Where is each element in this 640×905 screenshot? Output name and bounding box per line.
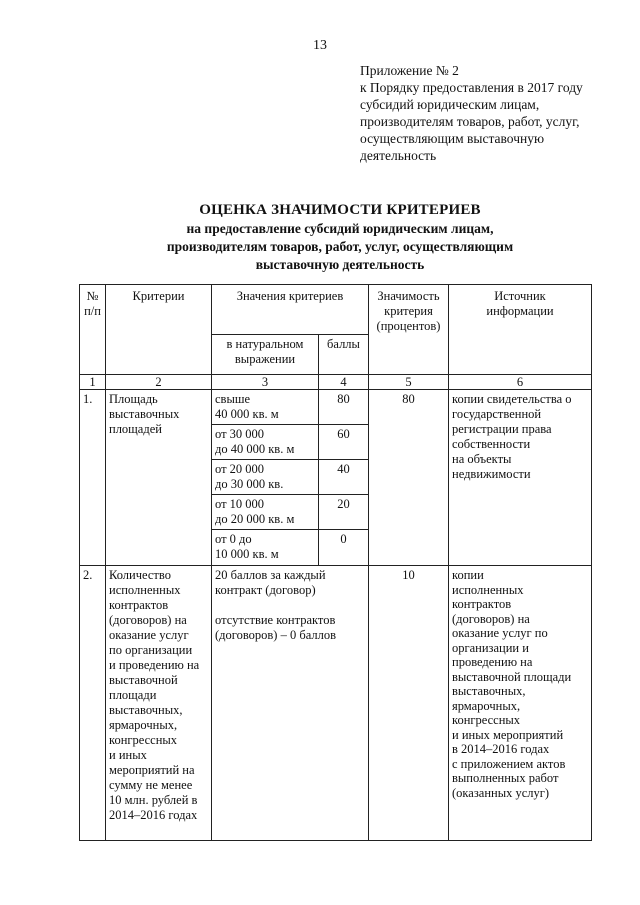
criteria-table bbox=[79, 284, 592, 841]
title-block bbox=[60, 200, 620, 274]
table-row bbox=[80, 566, 592, 841]
row-number: 2. bbox=[80, 566, 106, 841]
row-values-text: 20 баллов за каждый контракт (договор) отсутствие контрактов (договоров) – 0 баллов bbox=[212, 566, 369, 841]
column-number: 1 bbox=[80, 375, 106, 390]
value-natural: от 30 000 до 40 000 кв. м bbox=[212, 425, 319, 460]
row-source: копии исполненных контрактов (договоров) на оказание услуг по организации и проведению на выставочной площади выставочных, ярмарочных, конгрессных и иных мероприятий в 2014–2016 годах с приложением актов выполненных работ (оказанных услуг) bbox=[449, 566, 592, 841]
appendix-line: Приложение № 2 bbox=[360, 63, 459, 78]
column-number: 5 bbox=[369, 375, 449, 390]
appendix-line: осуществляющим выставочную bbox=[360, 131, 545, 146]
header-values: Значения критериев bbox=[212, 285, 369, 335]
value-points: 0 bbox=[319, 530, 369, 566]
row-criteria: Количество исполненных контрактов (договоров) на оказание услуг по организации и проведению на выставочной площади выставочных, ярмарочных, конгрессных и иных мероприятий на сумму не менее 10 млн. рублей в 2014–2016 годах bbox=[106, 566, 212, 841]
row-criteria: Площадь выставочных площадей bbox=[106, 390, 212, 566]
header-row bbox=[80, 285, 592, 335]
row-significance: 10 bbox=[369, 566, 449, 841]
header-significance: Значимость критерия (процентов) bbox=[369, 285, 449, 375]
value-natural: от 20 000 до 30 000 кв. bbox=[212, 460, 319, 495]
appendix-note bbox=[360, 62, 630, 164]
value-natural: от 10 000 до 20 000 кв. м bbox=[212, 495, 319, 530]
column-number: 2 bbox=[106, 375, 212, 390]
header-source: Источник информации bbox=[449, 285, 592, 375]
value-points: 20 bbox=[319, 495, 369, 530]
header-points: баллы bbox=[319, 335, 369, 375]
header-criteria: Критерии bbox=[106, 285, 212, 375]
column-number: 4 bbox=[319, 375, 369, 390]
column-number-row bbox=[80, 375, 592, 390]
appendix-line: производителям товаров, работ, услуг, bbox=[360, 114, 580, 129]
header-natural: в натуральном выражении bbox=[212, 335, 319, 375]
appendix-line: к Порядку предоставления в 2017 году bbox=[360, 80, 583, 95]
table-row bbox=[80, 390, 592, 425]
appendix-line: субсидий юридическим лицам, bbox=[360, 97, 540, 112]
header-num: № п/п bbox=[80, 285, 106, 375]
appendix-line: деятельность bbox=[360, 148, 437, 163]
document-title: ОЦЕНКА ЗНАЧИМОСТИ КРИТЕРИЕВ bbox=[199, 202, 481, 218]
column-number: 3 bbox=[212, 375, 319, 390]
page-number: 13 bbox=[313, 38, 327, 53]
column-number: 6 bbox=[449, 375, 592, 390]
value-natural: от 0 до 10 000 кв. м bbox=[212, 530, 319, 566]
row-number: 1. bbox=[80, 390, 106, 566]
document-subtitle-line: на предоставление субсидий юридическим лицам, bbox=[186, 221, 494, 236]
value-points: 60 bbox=[319, 425, 369, 460]
value-natural: свыше 40 000 кв. м bbox=[212, 390, 319, 425]
value-points: 40 bbox=[319, 460, 369, 495]
row-source: копии свидетельства о государственной регистрации права собственности на объекты недвижимости bbox=[449, 390, 592, 566]
document-subtitle-line: производителям товаров, работ, услуг, осуществляющим bbox=[166, 239, 514, 254]
row-significance: 80 bbox=[369, 390, 449, 566]
value-points: 80 bbox=[319, 390, 369, 425]
document-subtitle-line: выставочную деятельность bbox=[255, 257, 425, 272]
